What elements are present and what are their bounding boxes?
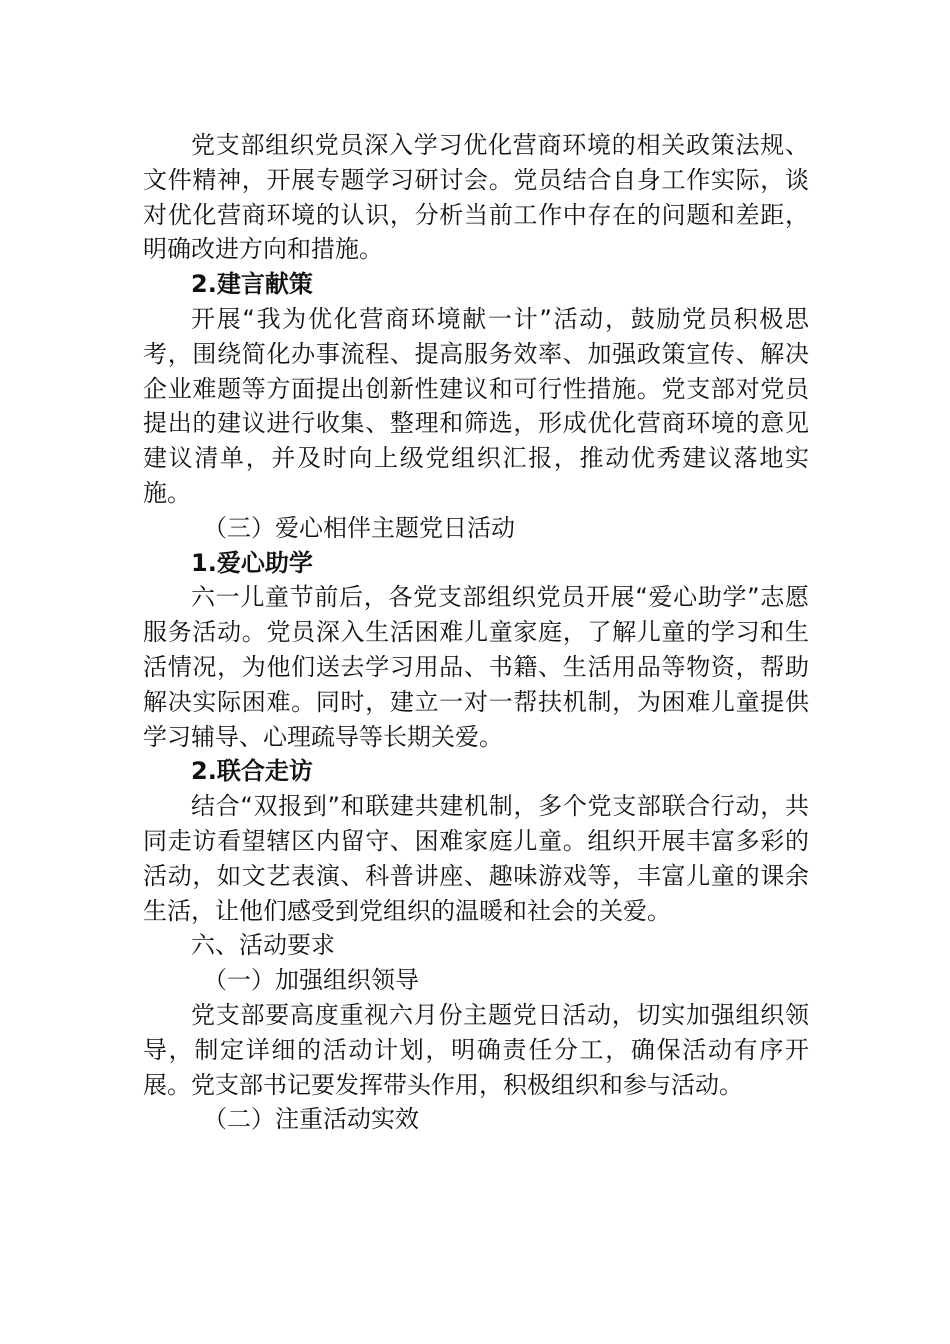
heading-joint-visit: 2.联合走访 <box>191 757 313 786</box>
paragraph-joint-visit: 结合“双报到”和联建共建机制，多个党支部联合行动，共同走访看望辖区内留守、困难家庭儿童。组织开展丰富多彩的活动，如文艺表演、科普讲座、趣味游戏等，丰富儿童的课余生活，让他们感受到党组织的温暖和社会的关爱。 <box>143 792 809 925</box>
paragraph-suggestions: 开展“我为优化营商环境献一计”活动，鼓励党员积极思考，围绕简化办事流程、提高服务效率、加强政策宣传、解决企业难题等方面提出创新性建议和可行性措施。党支部对党员提出的建议进行收集、整理和筛选，形成优化营商环境的意见建议清单，并及时向上级党组织汇报，推动优秀建议落地实施。 <box>143 304 809 507</box>
heading-education-aid: 1.爱心助学 <box>191 548 313 577</box>
heading-effectiveness: （二）注重活动实效 <box>203 1105 419 1134</box>
heading-requirements: 六、活动要求 <box>191 931 335 960</box>
heading-suggestions: 2.建言献策 <box>191 270 313 299</box>
paragraph-study: 党支部组织党员深入学习优化营商环境的相关政策法规、文件精神，开展专题学习研讨会。党员结合自身工作实际，谈对优化营商环境的认识，分析当前工作中存在的问题和差距，明确改进方向和措施。 <box>143 131 809 264</box>
heading-section-three: （三）爱心相伴主题党日活动 <box>203 513 515 542</box>
paragraph-education-aid: 六一儿童节前后，各党支部组织党员开展“爱心助学”志愿服务活动。党员深入生活困难儿童家庭，了解儿童的学习和生活情况，为他们送去学习用品、书籍、生活用品等物资，帮助解决实际困难。同时，建立一对一帮扶机制，为困难儿童提供学习辅导、心理疏导等长期关爱。 <box>143 583 809 751</box>
paragraph-leadership: 党支部要高度重视六月份主题党日活动，切实加强组织领导，制定详细的活动计划，明确责任分工，确保活动有序开展。党支部书记要发挥带头作用，积极组织和参与活动。 <box>143 1000 809 1099</box>
document-body <box>143 128 809 1137</box>
heading-leadership: （一）加强组织领导 <box>203 966 419 995</box>
